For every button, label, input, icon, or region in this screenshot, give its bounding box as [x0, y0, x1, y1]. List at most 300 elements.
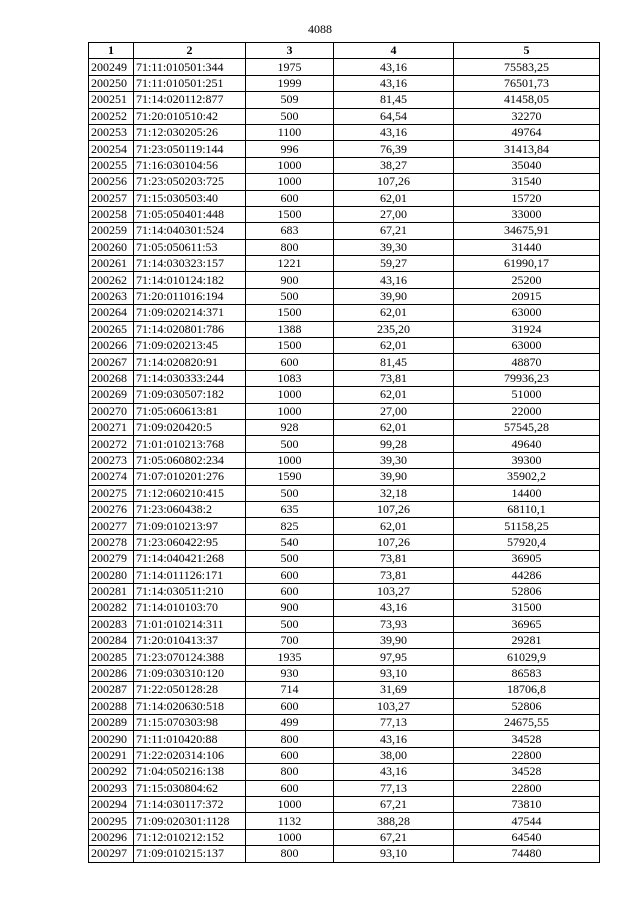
row-number-cell: 200261 — [89, 256, 134, 272]
table-row — [89, 223, 600, 239]
value-cell: 49640 — [454, 436, 600, 452]
page-number: 4088 — [308, 22, 332, 36]
table-row — [89, 452, 600, 468]
rate-cell: 43,16 — [334, 59, 454, 75]
cadastral-number-cell: 71:15:030804:62 — [134, 780, 246, 796]
table-row — [89, 501, 600, 517]
area-cell: 600 — [246, 354, 334, 370]
value-cell: 75583,25 — [454, 59, 600, 75]
cadastral-number-cell: 71:14:030117:372 — [134, 796, 246, 812]
table-row — [89, 370, 600, 386]
area-cell: 500 — [246, 551, 334, 567]
table-row — [89, 469, 600, 485]
rate-cell: 388,28 — [334, 813, 454, 829]
area-cell: 1083 — [246, 370, 334, 386]
row-number-cell: 200278 — [89, 534, 134, 550]
rate-cell: 59,27 — [334, 256, 454, 272]
row-number-cell: 200277 — [89, 518, 134, 534]
value-cell: 36965 — [454, 616, 600, 632]
rate-cell: 62,01 — [334, 338, 454, 354]
value-cell: 34528 — [454, 731, 600, 747]
value-cell: 33000 — [454, 206, 600, 222]
cadastral-number-cell: 71:14:020801:786 — [134, 321, 246, 337]
area-cell: 1500 — [246, 206, 334, 222]
table-row — [89, 92, 600, 108]
cadastral-number-cell: 71:12:030205:26 — [134, 124, 246, 140]
cadastral-number-cell: 71:14:020112:877 — [134, 92, 246, 108]
rate-cell: 43,16 — [334, 272, 454, 288]
cadastral-number-cell: 71:14:030323:157 — [134, 256, 246, 272]
cadastral-number-cell: 71:22:020314:106 — [134, 747, 246, 763]
value-cell: 39300 — [454, 452, 600, 468]
cadastral-number-cell: 71:20:010413:37 — [134, 633, 246, 649]
rate-cell: 27,00 — [334, 403, 454, 419]
table-row — [89, 124, 600, 140]
row-number-cell: 200296 — [89, 829, 134, 845]
row-number-cell: 200287 — [89, 682, 134, 698]
area-cell: 1935 — [246, 649, 334, 665]
area-cell: 800 — [246, 846, 334, 862]
area-cell: 1221 — [246, 256, 334, 272]
table-row — [89, 436, 600, 452]
rate-cell: 39,90 — [334, 469, 454, 485]
table-row — [89, 59, 600, 75]
area-cell: 1000 — [246, 387, 334, 403]
rate-cell: 107,26 — [334, 534, 454, 550]
value-cell: 31924 — [454, 321, 600, 337]
cadastral-number-cell: 71:23:050119:144 — [134, 141, 246, 157]
cadastral-number-cell: 71:14:020820:91 — [134, 354, 246, 370]
table-row — [89, 747, 600, 763]
row-number-cell: 200294 — [89, 796, 134, 812]
row-number-cell: 200282 — [89, 600, 134, 616]
row-number-cell: 200264 — [89, 305, 134, 321]
table-row — [89, 485, 600, 501]
value-cell: 61990,17 — [454, 256, 600, 272]
area-cell: 600 — [246, 780, 334, 796]
rate-cell: 93,10 — [334, 846, 454, 862]
cadastral-number-cell: 71:11:010420:88 — [134, 731, 246, 747]
cadastral-number-cell: 71:09:030507:182 — [134, 387, 246, 403]
area-cell: 1000 — [246, 157, 334, 173]
area-cell: 500 — [246, 108, 334, 124]
row-number-cell: 200288 — [89, 698, 134, 714]
rate-cell: 77,13 — [334, 780, 454, 796]
row-number-cell: 200257 — [89, 190, 134, 206]
cadastral-number-cell: 71:11:010501:344 — [134, 59, 246, 75]
rate-cell: 67,21 — [334, 829, 454, 845]
table-row — [89, 567, 600, 583]
row-number-cell: 200268 — [89, 370, 134, 386]
area-cell: 1590 — [246, 469, 334, 485]
cadastral-number-cell: 71:09:020213:45 — [134, 338, 246, 354]
row-number-cell: 200293 — [89, 780, 134, 796]
cadastral-number-cell: 71:04:050216:138 — [134, 764, 246, 780]
row-number-cell: 200292 — [89, 764, 134, 780]
table-row — [89, 633, 600, 649]
table-row — [89, 665, 600, 681]
cadastral-number-cell: 71:23:070124:388 — [134, 649, 246, 665]
value-cell: 29281 — [454, 633, 600, 649]
row-number-cell: 200286 — [89, 665, 134, 681]
table-row — [89, 288, 600, 304]
table-row — [89, 551, 600, 567]
area-cell: 1000 — [246, 452, 334, 468]
area-cell: 1100 — [246, 124, 334, 140]
table-row — [89, 75, 600, 91]
rate-cell: 62,01 — [334, 190, 454, 206]
value-cell: 52806 — [454, 698, 600, 714]
area-cell: 1500 — [246, 305, 334, 321]
area-cell: 600 — [246, 747, 334, 763]
cadastral-number-cell: 71:01:010213:768 — [134, 436, 246, 452]
row-number-cell: 200259 — [89, 223, 134, 239]
rate-cell: 38,27 — [334, 157, 454, 173]
cadastral-number-cell: 71:07:010201:276 — [134, 469, 246, 485]
row-number-cell: 200260 — [89, 239, 134, 255]
row-number-cell: 200249 — [89, 59, 134, 75]
area-cell: 1975 — [246, 59, 334, 75]
area-cell: 1000 — [246, 796, 334, 812]
row-number-cell: 200263 — [89, 288, 134, 304]
value-cell: 51158,25 — [454, 518, 600, 534]
area-cell: 930 — [246, 665, 334, 681]
area-cell: 928 — [246, 419, 334, 435]
value-cell: 36905 — [454, 551, 600, 567]
area-cell: 714 — [246, 682, 334, 698]
row-number-cell: 200252 — [89, 108, 134, 124]
cadastral-number-cell: 71:14:020630:518 — [134, 698, 246, 714]
area-cell: 509 — [246, 92, 334, 108]
rate-cell: 39,90 — [334, 633, 454, 649]
cadastral-number-cell: 71:05:060613:81 — [134, 403, 246, 419]
value-cell: 76501,73 — [454, 75, 600, 91]
area-cell: 996 — [246, 141, 334, 157]
row-number-cell: 200262 — [89, 272, 134, 288]
area-cell: 499 — [246, 715, 334, 731]
area-cell: 600 — [246, 583, 334, 599]
rate-cell: 73,93 — [334, 616, 454, 632]
row-number-cell: 200266 — [89, 338, 134, 354]
cadastral-number-cell: 71:22:050128:28 — [134, 682, 246, 698]
area-cell: 540 — [246, 534, 334, 550]
value-cell: 22800 — [454, 780, 600, 796]
rate-cell: 39,90 — [334, 288, 454, 304]
rate-cell: 62,01 — [334, 305, 454, 321]
area-cell: 600 — [246, 190, 334, 206]
table-row — [89, 387, 600, 403]
rate-cell: 73,81 — [334, 370, 454, 386]
row-number-cell: 200275 — [89, 485, 134, 501]
value-cell: 32270 — [454, 108, 600, 124]
row-number-cell: 200280 — [89, 567, 134, 583]
value-cell: 68110,1 — [454, 501, 600, 517]
value-cell: 51000 — [454, 387, 600, 403]
table-row — [89, 190, 600, 206]
value-cell: 52806 — [454, 583, 600, 599]
rate-cell: 81,45 — [334, 354, 454, 370]
value-cell: 86583 — [454, 665, 600, 681]
value-cell: 63000 — [454, 305, 600, 321]
cadastral-number-cell: 71:05:050611:53 — [134, 239, 246, 255]
value-cell: 44286 — [454, 567, 600, 583]
area-cell: 1000 — [246, 403, 334, 419]
value-cell: 31540 — [454, 174, 600, 190]
value-cell: 35040 — [454, 157, 600, 173]
column-header-3: 3 — [246, 43, 334, 59]
area-cell: 700 — [246, 633, 334, 649]
row-number-cell: 200291 — [89, 747, 134, 763]
table-row — [89, 157, 600, 173]
row-number-cell: 200258 — [89, 206, 134, 222]
row-number-cell: 200279 — [89, 551, 134, 567]
rate-cell: 107,26 — [334, 501, 454, 517]
column-header-1: 1 — [89, 43, 134, 59]
rate-cell: 38,00 — [334, 747, 454, 763]
row-number-cell: 200289 — [89, 715, 134, 731]
cadastral-number-cell: 71:14:040421:268 — [134, 551, 246, 567]
row-number-cell: 200281 — [89, 583, 134, 599]
table-row — [89, 338, 600, 354]
rate-cell: 81,45 — [334, 92, 454, 108]
table-row — [89, 829, 600, 845]
area-cell: 500 — [246, 485, 334, 501]
table-row — [89, 813, 600, 829]
value-cell: 73810 — [454, 796, 600, 812]
table-row — [89, 518, 600, 534]
rate-cell: 73,81 — [334, 567, 454, 583]
cadastral-number-cell: 71:09:020420:5 — [134, 419, 246, 435]
table-row — [89, 715, 600, 731]
cadastral-number-cell: 71:14:011126:171 — [134, 567, 246, 583]
cadastral-number-cell: 71:11:010501:251 — [134, 75, 246, 91]
area-cell: 600 — [246, 567, 334, 583]
rate-cell: 103,27 — [334, 698, 454, 714]
cadastral-number-cell: 71:12:060210:415 — [134, 485, 246, 501]
data-table — [88, 42, 600, 863]
rate-cell: 73,81 — [334, 551, 454, 567]
value-cell: 31500 — [454, 600, 600, 616]
rate-cell: 77,13 — [334, 715, 454, 731]
rate-cell: 235,20 — [334, 321, 454, 337]
value-cell: 34675,91 — [454, 223, 600, 239]
rate-cell: 97,95 — [334, 649, 454, 665]
rate-cell: 76,39 — [334, 141, 454, 157]
rate-cell: 103,27 — [334, 583, 454, 599]
table-row — [89, 305, 600, 321]
row-number-cell: 200284 — [89, 633, 134, 649]
value-cell: 15720 — [454, 190, 600, 206]
area-cell: 800 — [246, 764, 334, 780]
value-cell: 64540 — [454, 829, 600, 845]
value-cell: 24675,55 — [454, 715, 600, 731]
value-cell: 18706,8 — [454, 682, 600, 698]
table-row — [89, 419, 600, 435]
column-header-5: 5 — [454, 43, 600, 59]
row-number-cell: 200253 — [89, 124, 134, 140]
table-row — [89, 272, 600, 288]
cadastral-number-cell: 71:09:020214:371 — [134, 305, 246, 321]
cadastral-number-cell: 71:20:010510:42 — [134, 108, 246, 124]
value-cell: 57920,4 — [454, 534, 600, 550]
area-cell: 500 — [246, 288, 334, 304]
row-number-cell: 200273 — [89, 452, 134, 468]
rate-cell: 43,16 — [334, 75, 454, 91]
cadastral-number-cell: 71:16:030104:56 — [134, 157, 246, 173]
rate-cell: 43,16 — [334, 731, 454, 747]
rate-cell: 62,01 — [334, 518, 454, 534]
cadastral-number-cell: 71:14:030511:210 — [134, 583, 246, 599]
row-number-cell: 200265 — [89, 321, 134, 337]
row-number-cell: 200267 — [89, 354, 134, 370]
area-cell: 1500 — [246, 338, 334, 354]
row-number-cell: 200283 — [89, 616, 134, 632]
value-cell: 41458,05 — [454, 92, 600, 108]
rate-cell: 67,21 — [334, 223, 454, 239]
table-row — [89, 616, 600, 632]
value-cell: 63000 — [454, 338, 600, 354]
rate-cell: 31,69 — [334, 682, 454, 698]
table-row — [89, 780, 600, 796]
row-number-cell: 200290 — [89, 731, 134, 747]
table-row — [89, 796, 600, 812]
rate-cell: 62,01 — [334, 387, 454, 403]
table-row — [89, 846, 600, 862]
area-cell: 1132 — [246, 813, 334, 829]
value-cell: 57545,28 — [454, 419, 600, 435]
value-cell: 22800 — [454, 747, 600, 763]
cadastral-number-cell: 71:23:060422:95 — [134, 534, 246, 550]
rate-cell: 32,18 — [334, 485, 454, 501]
table-body — [89, 59, 600, 862]
value-cell: 20915 — [454, 288, 600, 304]
table-row — [89, 583, 600, 599]
row-number-cell: 200297 — [89, 846, 134, 862]
cadastral-number-cell: 71:14:040301:524 — [134, 223, 246, 239]
row-number-cell: 200274 — [89, 469, 134, 485]
cadastral-number-cell: 71:09:010213:97 — [134, 518, 246, 534]
value-cell: 35902,2 — [454, 469, 600, 485]
cadastral-number-cell: 71:14:010103:70 — [134, 600, 246, 616]
area-cell: 900 — [246, 272, 334, 288]
table-row — [89, 764, 600, 780]
row-number-cell: 200276 — [89, 501, 134, 517]
table-row — [89, 600, 600, 616]
rate-cell: 39,30 — [334, 239, 454, 255]
area-cell: 800 — [246, 239, 334, 255]
value-cell: 14400 — [454, 485, 600, 501]
row-number-cell: 200256 — [89, 174, 134, 190]
value-cell: 34528 — [454, 764, 600, 780]
value-cell: 25200 — [454, 272, 600, 288]
table-row — [89, 321, 600, 337]
table-row — [89, 698, 600, 714]
value-cell: 47544 — [454, 813, 600, 829]
area-cell: 500 — [246, 616, 334, 632]
value-cell: 74480 — [454, 846, 600, 862]
table-row — [89, 403, 600, 419]
value-cell: 49764 — [454, 124, 600, 140]
rate-cell: 43,16 — [334, 124, 454, 140]
value-cell: 48870 — [454, 354, 600, 370]
table-row — [89, 534, 600, 550]
area-cell: 500 — [246, 436, 334, 452]
value-cell: 31413,84 — [454, 141, 600, 157]
rate-cell: 27,00 — [334, 206, 454, 222]
cadastral-number-cell: 71:23:060438:2 — [134, 501, 246, 517]
row-number-cell: 200272 — [89, 436, 134, 452]
rate-cell: 93,10 — [334, 665, 454, 681]
rate-cell: 43,16 — [334, 600, 454, 616]
row-number-cell: 200254 — [89, 141, 134, 157]
area-cell: 1388 — [246, 321, 334, 337]
cadastral-number-cell: 71:23:050203:725 — [134, 174, 246, 190]
row-number-cell: 200250 — [89, 75, 134, 91]
table-row — [89, 174, 600, 190]
rate-cell: 62,01 — [334, 419, 454, 435]
table-row — [89, 206, 600, 222]
table-row — [89, 239, 600, 255]
table-row — [89, 682, 600, 698]
row-number-cell: 200270 — [89, 403, 134, 419]
cadastral-number-cell: 71:14:010124:182 — [134, 272, 246, 288]
row-number-cell: 200255 — [89, 157, 134, 173]
row-number-cell: 200285 — [89, 649, 134, 665]
value-cell: 61029,9 — [454, 649, 600, 665]
cadastral-number-cell: 71:09:020301:1128 — [134, 813, 246, 829]
table-row — [89, 108, 600, 124]
value-cell: 31440 — [454, 239, 600, 255]
column-header-2: 2 — [134, 43, 246, 59]
table-row — [89, 649, 600, 665]
row-number-cell: 200251 — [89, 92, 134, 108]
cadastral-number-cell: 71:14:030333:244 — [134, 370, 246, 386]
row-number-cell: 200295 — [89, 813, 134, 829]
area-cell: 635 — [246, 501, 334, 517]
table-row — [89, 141, 600, 157]
area-cell: 825 — [246, 518, 334, 534]
area-cell: 1999 — [246, 75, 334, 91]
area-cell: 683 — [246, 223, 334, 239]
rate-cell: 67,21 — [334, 796, 454, 812]
area-cell: 1000 — [246, 829, 334, 845]
row-number-cell: 200269 — [89, 387, 134, 403]
cadastral-number-cell: 71:05:050401:448 — [134, 206, 246, 222]
rate-cell: 99,28 — [334, 436, 454, 452]
column-header-4: 4 — [334, 43, 454, 59]
area-cell: 600 — [246, 698, 334, 714]
table-row — [89, 731, 600, 747]
area-cell: 900 — [246, 600, 334, 616]
area-cell: 1000 — [246, 174, 334, 190]
value-cell: 79936,23 — [454, 370, 600, 386]
cadastral-number-cell: 71:05:060802:234 — [134, 452, 246, 468]
cadastral-number-cell: 71:09:010215:137 — [134, 846, 246, 862]
cadastral-number-cell: 71:15:030503:40 — [134, 190, 246, 206]
rate-cell: 64,54 — [334, 108, 454, 124]
row-number-cell: 200271 — [89, 419, 134, 435]
rate-cell: 43,16 — [334, 764, 454, 780]
cadastral-number-cell: 71:20:011016:194 — [134, 288, 246, 304]
table-row — [89, 354, 600, 370]
table-row — [89, 256, 600, 272]
table-header-row — [89, 43, 600, 59]
cadastral-number-cell: 71:12:010212:152 — [134, 829, 246, 845]
area-cell: 800 — [246, 731, 334, 747]
value-cell: 22000 — [454, 403, 600, 419]
rate-cell: 107,26 — [334, 174, 454, 190]
rate-cell: 39,30 — [334, 452, 454, 468]
